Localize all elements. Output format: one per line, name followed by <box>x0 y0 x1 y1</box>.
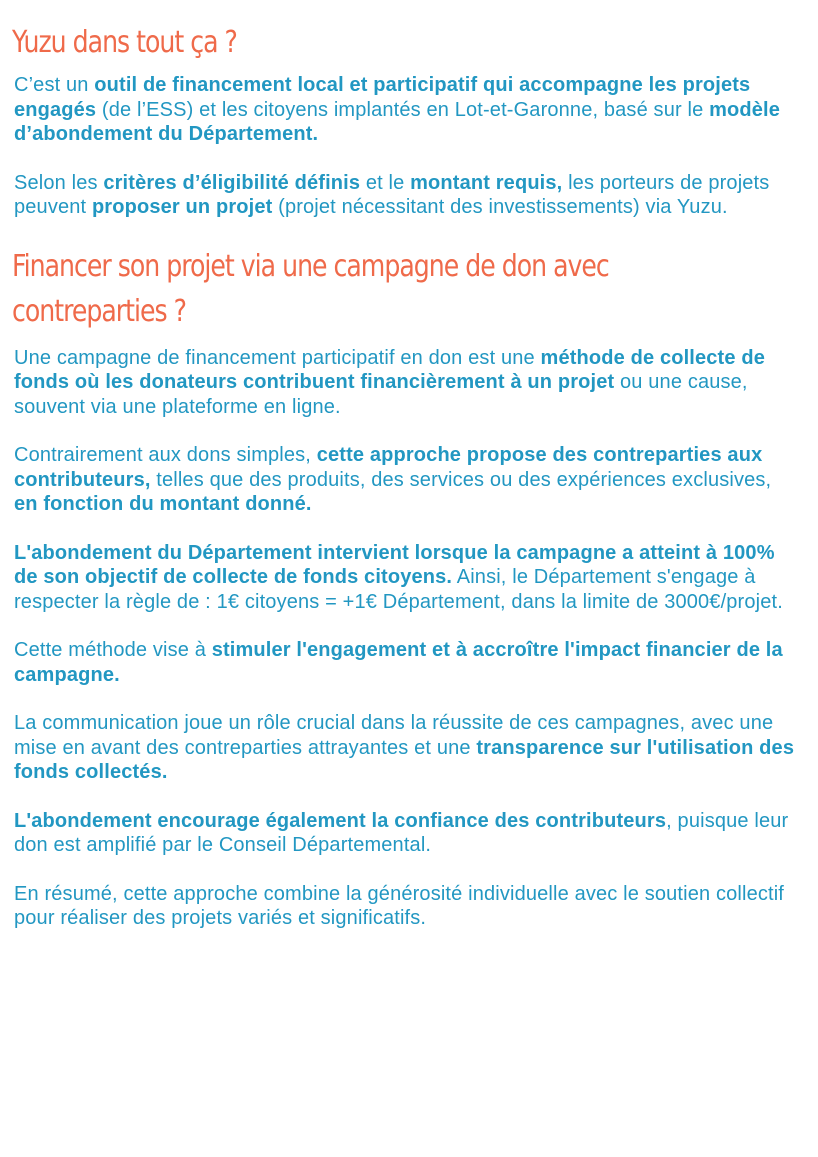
text-run: Ainsi, le Département s'engage à respecter la règle de : 1€ citoyens = +1€ Département, dans la limite de 3000€/projet. <box>14 566 783 613</box>
bold-text: méthode de collecte de fonds où les donateurs contribuent financièrement à un projet <box>14 346 765 393</box>
bold-text: outil de financement local et participatif qui accompagne les projets engagés <box>14 74 751 121</box>
paragraph <box>14 443 800 517</box>
bold-text: transparence sur l'utilisation des fonds collectés. <box>14 736 795 783</box>
text-run: Selon les <box>14 171 104 194</box>
bold-text: L'abondement encourage également la confiance des contributeurs <box>14 809 667 832</box>
section-body-yuzu <box>12 73 800 220</box>
text-run: les porteurs de projets peuvent <box>14 171 770 218</box>
text-run: C’est un <box>14 74 95 96</box>
section-title-financer: Financer son projet via une campagne de don avec contreparties ? <box>12 248 609 329</box>
paragraph <box>14 638 800 687</box>
paragraph <box>14 711 800 785</box>
paragraph <box>14 541 800 615</box>
bold-text: montant requis, <box>410 171 563 194</box>
paragraph <box>14 171 800 220</box>
text-run: , puisque leur don est amplifié par le Conseil Départemental. <box>14 809 789 856</box>
text-run: Contrairement aux dons simples, <box>14 444 317 466</box>
bold-text: critères d’éligibilité définis <box>103 171 361 194</box>
text-run: ou une cause, souvent via une plateforme en ligne. <box>14 371 748 418</box>
text-run: Cette méthode vise à <box>14 639 212 661</box>
text-run: Une campagne de financement participatif en don est une <box>14 346 541 369</box>
section-body-financer <box>12 346 800 931</box>
paragraph <box>14 346 800 420</box>
paragraph <box>14 809 800 858</box>
text-run: La communication joue un rôle crucial dans la réussite de ces campagnes, avec une mise en avant des contreparties attrayantes et une <box>14 712 774 759</box>
bold-text: en fonction du montant donné. <box>14 493 312 515</box>
bold-text: stimuler l'engagement et à accroître l'impact financier de la campagne. <box>14 639 783 686</box>
bold-text: modèle d’abondement du Département. <box>14 98 780 145</box>
bold-text: cette approche propose des contreparties aux contributeurs, <box>14 444 763 491</box>
paragraph <box>14 882 800 931</box>
text-run: (projet nécessitant des investissements) via Yuzu. <box>272 196 728 218</box>
paragraph <box>14 73 800 147</box>
bold-text: L'abondement du Département intervient lorsque la campagne a atteint à 100% de son objectif de collecte de fonds citoyens. <box>14 541 775 588</box>
bold-text: proposer un projet <box>91 196 273 218</box>
text-run: et le <box>360 171 411 194</box>
text-run: En résumé, cette approche combine la générosité individuelle avec le soutien collectif pour réaliser des projets variés et significatifs. <box>14 882 784 929</box>
section-title-yuzu: Yuzu dans tout ça ? <box>12 25 237 60</box>
text-run: telles que des produits, des services ou des expériences exclusives, <box>150 468 772 491</box>
text-run: (de l’ESS) et les citoyens implantés en Lot-et-Garonne, basé sur le <box>96 98 710 121</box>
